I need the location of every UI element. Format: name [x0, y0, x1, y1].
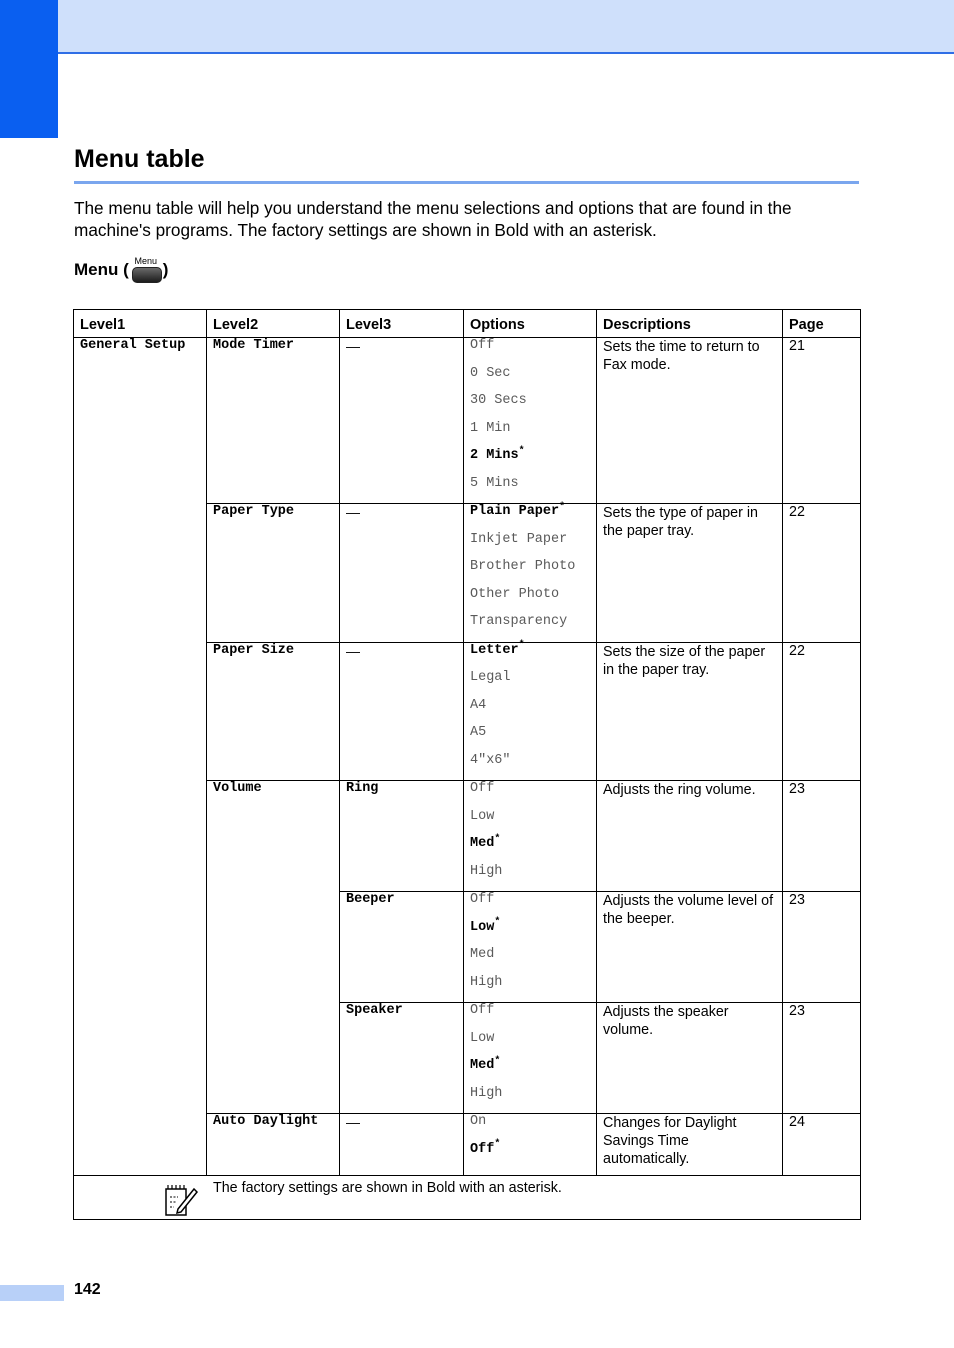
page-cell: 22: [783, 642, 861, 781]
note-pencil-icon: [164, 1183, 198, 1217]
option-item: Off: [470, 892, 495, 907]
page-cell: 21: [783, 338, 861, 504]
option-item: 0 Sec: [470, 365, 511, 381]
option-item: Low: [470, 808, 495, 824]
option-item: 5 Mins: [470, 475, 519, 491]
options-cell: [464, 504, 597, 643]
option-default: 2 Mins *: [470, 448, 590, 476]
options-cell: [464, 892, 597, 1003]
option-item: 4"x6": [470, 752, 511, 768]
level3-cell: —: [340, 504, 464, 643]
option-item: Transparency: [470, 614, 568, 629]
option-item: Off: [470, 338, 495, 353]
option-item: A5: [470, 725, 487, 740]
option-item: On: [470, 1114, 487, 1129]
header-level2: Level2: [207, 310, 340, 338]
header-page: Page: [783, 310, 861, 338]
option-item: Off: [470, 1003, 495, 1018]
description-cell: Sets the size of the paper in the paper tray.: [597, 642, 783, 781]
level2-cell: Mode Timer: [207, 338, 340, 504]
option-item: Med: [470, 947, 495, 962]
chapter-tab: [0, 0, 58, 138]
menu-key-label: Menu: [134, 256, 158, 266]
options-cell: [464, 1114, 597, 1176]
option-default: Letter *: [470, 643, 590, 671]
option-item: 1 Min: [470, 420, 511, 436]
menu-heading: [74, 258, 168, 282]
option-default: Plain Paper *: [470, 504, 590, 532]
options-cell: [464, 338, 597, 504]
option-item: High: [470, 1085, 503, 1101]
header-band: [0, 0, 954, 54]
page-cell: 23: [783, 1003, 861, 1114]
options-cell: [464, 781, 597, 892]
option-item: 30 Secs: [470, 393, 527, 408]
option-default: Low *: [470, 920, 590, 948]
level2-cell: Auto Daylight: [207, 1114, 340, 1176]
note-text: The factory settings are shown in Bold with an asterisk.: [213, 1180, 562, 1196]
title-rule: [74, 181, 859, 184]
option-default: Med *: [470, 836, 590, 864]
level2-cell: Volume: [207, 781, 340, 1114]
page-cell: 23: [783, 892, 861, 1003]
description-cell: Changes for Daylight Savings Time automatically.: [597, 1114, 783, 1176]
footer-bar: [0, 1285, 64, 1301]
description-cell: Sets the time to return to Fax mode.: [597, 338, 783, 504]
header-level1: Level1: [74, 310, 207, 338]
level3-cell: —: [340, 1114, 464, 1176]
page-cell: 24: [783, 1114, 861, 1176]
option-item: Other Photo: [470, 586, 560, 602]
menu-table: [73, 309, 861, 1220]
level2-cell: Paper Size: [207, 642, 340, 781]
intro-paragraph: The menu table will help you understand the menu selections and options that are found in the machine's programs. The factory settings are shown in Bold with an asterisk.: [74, 198, 792, 240]
note-cell: [74, 1176, 861, 1220]
level3-cell: Beeper: [340, 892, 464, 1003]
note-row: [74, 1176, 861, 1220]
option-item: High: [470, 863, 503, 879]
menu-heading-prefix: Menu (: [74, 260, 129, 279]
level3-cell: —: [340, 642, 464, 781]
options-cell: [464, 1003, 597, 1114]
option-item: Inkjet Paper: [470, 531, 568, 547]
header-level3: Level3: [340, 310, 464, 338]
description-cell: Adjusts the volume level of the beeper.: [597, 892, 783, 1003]
description-cell: Adjusts the speaker volume.: [597, 1003, 783, 1114]
table-header-row: [74, 310, 861, 338]
option-item: Legal: [470, 670, 511, 685]
page-number: 142: [74, 1281, 101, 1298]
option-item: A4: [470, 697, 487, 713]
level2-cell: Paper Type: [207, 504, 340, 643]
level3-cell: Speaker: [340, 1003, 464, 1114]
level3-cell: Ring: [340, 781, 464, 892]
level3-cell: —: [340, 338, 464, 504]
page-cell: 23: [783, 781, 861, 892]
options-cell: [464, 642, 597, 781]
description-cell: Sets the type of paper in the paper tray.: [597, 504, 783, 643]
table-row: [74, 338, 861, 504]
page-title: Menu table: [74, 145, 205, 173]
option-item: Brother Photo: [470, 559, 576, 574]
option-item: Low: [470, 1030, 495, 1046]
option-item: Off: [470, 781, 495, 796]
header-descriptions: Descriptions: [597, 310, 783, 338]
page-cell: 22: [783, 504, 861, 643]
option-default: Off *: [470, 1142, 590, 1170]
option-default: Med *: [470, 1058, 590, 1086]
level1-cell: General Setup: [74, 338, 207, 1176]
menu-heading-suffix: ): [162, 260, 169, 279]
header-options: Options: [464, 310, 597, 338]
menu-key-icon: [130, 258, 162, 282]
option-item: High: [470, 974, 503, 990]
description-cell: Adjusts the ring volume.: [597, 781, 783, 892]
